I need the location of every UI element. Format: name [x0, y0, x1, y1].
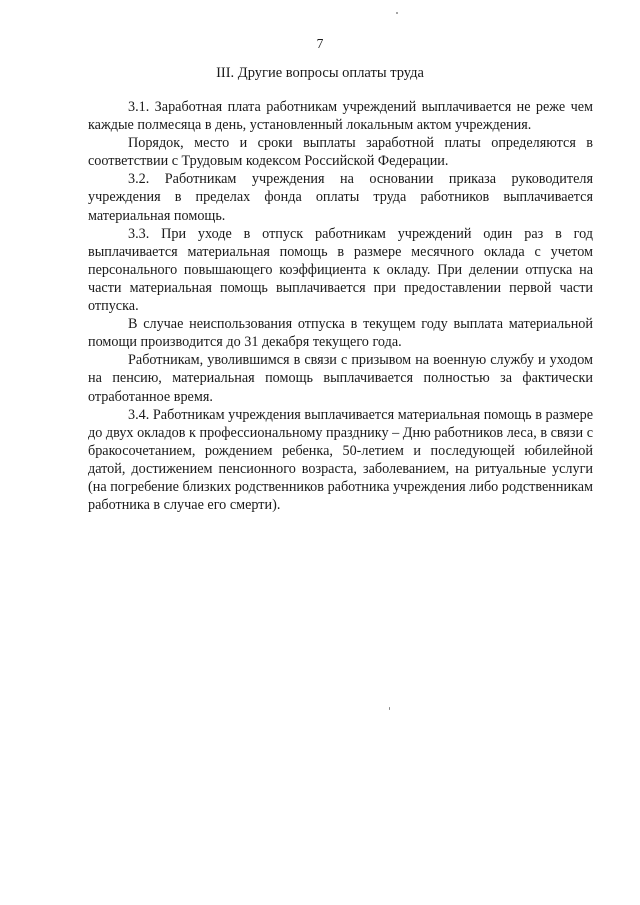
scan-speck: [389, 707, 390, 710]
scan-speck: [396, 12, 398, 14]
paragraph-3-3: 3.3. При уходе в отпуск работникам учреждений один раз в год выплачивается материальная помощь в размере месячного оклада с учетом персонального повышающего коэффициента к окладу. При делении отпуска на части материальная помощь выплачивается при предоставлении первой части отпуска.: [88, 225, 593, 315]
paragraph-payment-order: Порядок, место и сроки выплаты заработной платы определяются в соответствии с Трудовым кодексом Российской Федерации.: [88, 135, 593, 170]
body-text: [88, 98, 593, 514]
paragraph-unused-leave: В случае неиспользования отпуска в текущем году выплата материальной помощи производится до 31 декабря текущего года.: [88, 316, 593, 351]
paragraph-3-4: 3.4. Работникам учреждения выплачивается материальная помощь в размере до двух окладов к профессиональному празднику – Дню работников леса, в связи с бракосочетанием, рождением ребенка, 50-летием и последующей юбилейной датой, достижением пенсионного возраста, заболеванием, на ритуальные услуги (на погребение близких родственников работника учреждения либо родственникам работника в случае его смерти).: [88, 406, 593, 514]
section-title: III. Другие вопросы оплаты труда: [216, 65, 424, 81]
paragraph-3-2: 3.2. Работникам учреждения на основании приказа руководителя учреждения в пределах фонда оплаты труда работников выплачивается материальная помощь.: [88, 171, 593, 224]
page-number: 7: [316, 36, 324, 51]
paragraph-3-1: 3.1. Заработная плата работникам учреждений выплачивается не реже чем каждые полмесяца в день, установленный локальным актом учреждения.: [88, 99, 593, 134]
paragraph-dismissed-workers: Работникам, уволившимся в связи с призывом на военную службу и уходом на пенсию, материальная помощь выплачивается полностью за фактически отработанное время.: [88, 352, 593, 405]
